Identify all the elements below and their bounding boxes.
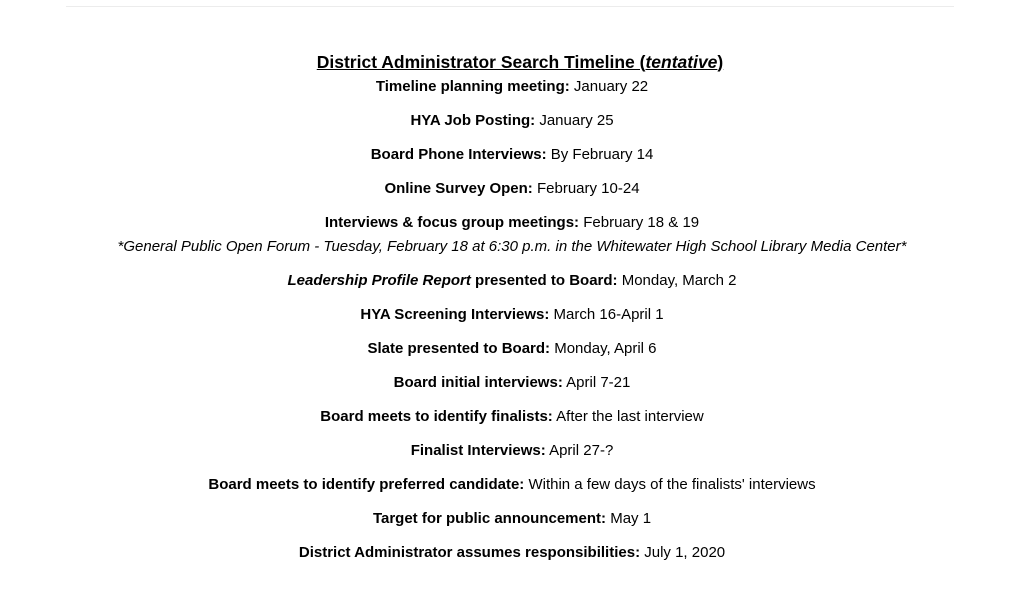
timeline-item xyxy=(0,442,1024,460)
timeline-item-label: Online Survey Open: xyxy=(384,180,533,197)
timeline-item-value: May 1 xyxy=(606,510,652,527)
timeline-item xyxy=(0,78,1024,96)
open-forum-note: *General Public Open Forum - Tuesday, February 18 at 6:30 p.m. in the Whitewater High School Library Media Center* xyxy=(117,238,907,255)
timeline-item-label: Timeline planning meeting: xyxy=(375,78,570,95)
timeline-item-value: Monday, March 2 xyxy=(617,272,737,289)
timeline-item xyxy=(0,112,1024,130)
timeline-item-label: Finalist Interviews: xyxy=(410,442,546,459)
timeline-item xyxy=(0,408,1024,426)
timeline-item-label: Board initial interviews: xyxy=(393,374,563,391)
timeline-item xyxy=(0,340,1024,358)
timeline-item-value: February 18 & 19 xyxy=(579,214,700,231)
document-title: District Administrator Search Timeline (tentative) xyxy=(316,52,724,72)
timeline-item-label: Target for public announcement: xyxy=(372,510,607,527)
top-divider xyxy=(66,6,954,7)
timeline-item xyxy=(0,374,1024,392)
timeline-item xyxy=(0,544,1024,562)
timeline-item-label: presented to Board: xyxy=(470,272,618,289)
title-tentative: tentative xyxy=(645,52,718,72)
timeline-item-label: Board meets to identify finalists: xyxy=(320,408,553,425)
timeline-item-label: Slate presented to Board: xyxy=(367,340,551,357)
timeline-item-value: April 27-? xyxy=(545,442,614,459)
timeline-item-label: Interviews & focus group meetings: xyxy=(324,214,580,231)
timeline-item xyxy=(0,272,1024,290)
timeline-item-value: Monday, April 6 xyxy=(550,340,657,357)
timeline-item-value: July 1, 2020 xyxy=(640,544,726,561)
timeline-item xyxy=(0,214,1024,232)
timeline-item xyxy=(0,510,1024,528)
timeline-item-value: January 25 xyxy=(535,112,614,129)
timeline-item xyxy=(0,180,1024,198)
timeline-item-value: February 10-24 xyxy=(532,180,640,197)
timeline-document xyxy=(0,50,1024,578)
timeline-item-value: April 7-21 xyxy=(562,374,631,391)
timeline-item xyxy=(0,146,1024,164)
timeline-item-value: Within a few days of the finalists' interviews xyxy=(524,476,816,493)
timeline-item-value: March 16-April 1 xyxy=(549,306,664,323)
timeline-item xyxy=(0,306,1024,324)
timeline-item xyxy=(0,476,1024,494)
timeline-item-value: By February 14 xyxy=(546,146,654,163)
report-title: Leadership Profile Report xyxy=(287,272,471,289)
timeline-item-value: After the last interview xyxy=(552,408,704,425)
timeline-item-label: District Administrator assumes responsibilities: xyxy=(298,544,641,561)
timeline-item-label: HYA Job Posting: xyxy=(410,112,536,129)
timeline-item-value: January 22 xyxy=(569,78,649,95)
timeline-item-label: HYA Screening Interviews: xyxy=(360,306,550,323)
timeline-item-label: Board meets to identify preferred candidate: xyxy=(208,476,525,493)
timeline-item-label: Board Phone Interviews: xyxy=(370,146,547,163)
